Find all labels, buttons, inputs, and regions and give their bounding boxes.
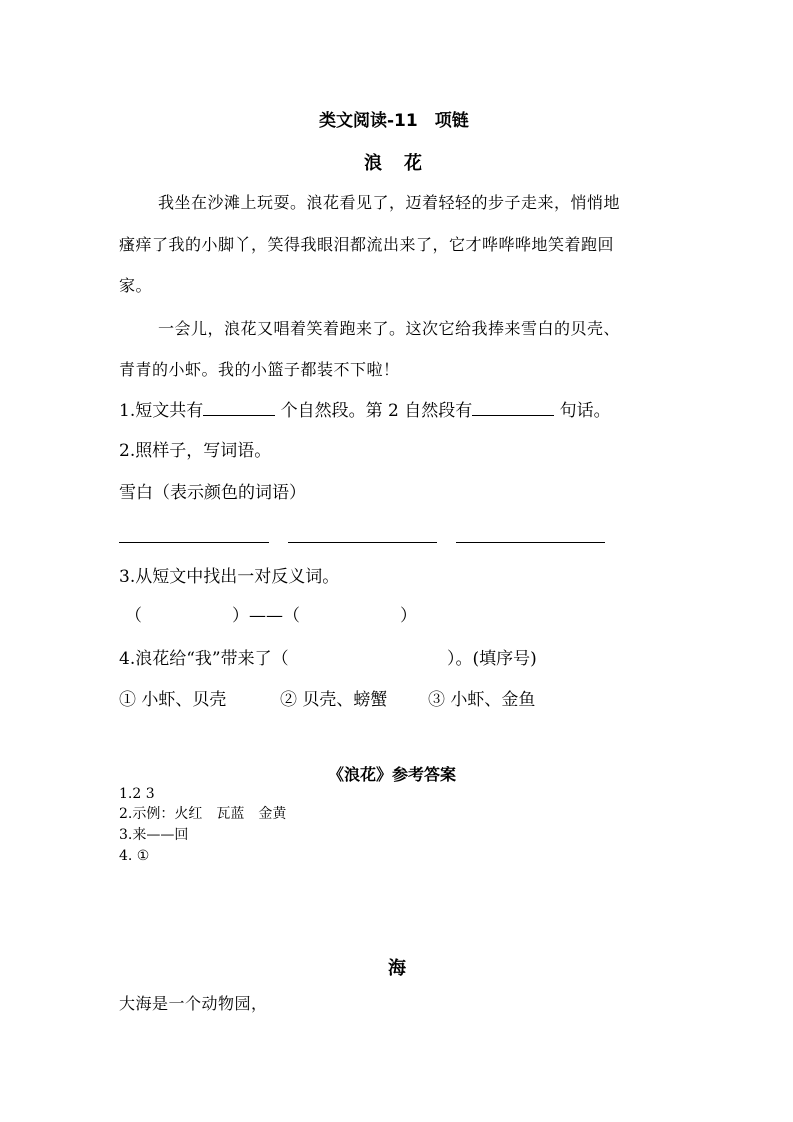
next-story-title: 海 xyxy=(388,958,406,979)
question-2: 2.照样子，写词语。 xyxy=(119,441,272,461)
question-2-example: 雪白（表示颜色的词语） xyxy=(119,483,306,503)
antonym-close-paren-2: ） xyxy=(400,606,417,626)
question-4-text-a: 4.浪花给“我”带来了（ xyxy=(119,649,289,669)
option-2: ② 贝壳、螃蟹 xyxy=(280,690,388,710)
antonym-separator: ）——（ xyxy=(232,606,300,626)
answer-3: 3.来——回 xyxy=(119,827,189,843)
question-3: 3.从短文中找出一对反义词。 xyxy=(119,567,340,587)
antonym-open-paren-1: （ xyxy=(125,606,142,626)
story-paragraph-2-line-2: 青青的小虾。我的小篮子都装不下啦！ xyxy=(119,360,400,379)
story-paragraph-2-line-1: 一会儿，浪花又唱着笑着跑来了。这次它给我捧来雪白的贝壳、 xyxy=(158,319,621,338)
story-paragraph-1-line-3: 家。 xyxy=(119,276,153,295)
answer-blank-paragraph-count[interactable] xyxy=(203,399,275,416)
story-paragraph-1-line-1: 我坐在沙滩上玩耍。浪花看见了，迈着轻轻的步子走来，悄悄地 xyxy=(158,193,621,212)
question-1-text-b: 个自然段。第 2 自然段有 xyxy=(280,401,473,421)
answers-title: 《浪花》参考答案 xyxy=(328,765,457,784)
answer-4: 4. ① xyxy=(119,848,150,864)
option-3: ③ 小虾、金鱼 xyxy=(428,690,536,710)
question-4-text-b: ）。(填序号) xyxy=(447,649,537,669)
answer-line-3[interactable] xyxy=(456,542,605,543)
option-1: ① 小虾、贝壳 xyxy=(119,690,227,710)
question-1-text-c: 句话。 xyxy=(559,401,611,421)
answer-1: 1.2 3 xyxy=(119,786,155,802)
answer-2: 2.示例：火红 瓦蓝 金黄 xyxy=(119,806,287,822)
story-paragraph-1-line-2: 瘙痒了我的小脚丫，笑得我眼泪都流出来了，它才哗哗哗地笑着跑回 xyxy=(119,235,615,254)
answer-line-2[interactable] xyxy=(288,542,437,543)
page-title: 类文阅读-11 项链 xyxy=(319,111,469,131)
question-1-text-a: 1.短文共有 xyxy=(119,401,204,421)
next-story-line-1: 大海是一个动物园， xyxy=(119,994,268,1013)
story-title: 浪 花 xyxy=(364,153,424,174)
answer-blank-sentence-count[interactable] xyxy=(472,399,554,416)
answer-line-1[interactable] xyxy=(119,542,269,543)
question-1 xyxy=(119,399,611,421)
